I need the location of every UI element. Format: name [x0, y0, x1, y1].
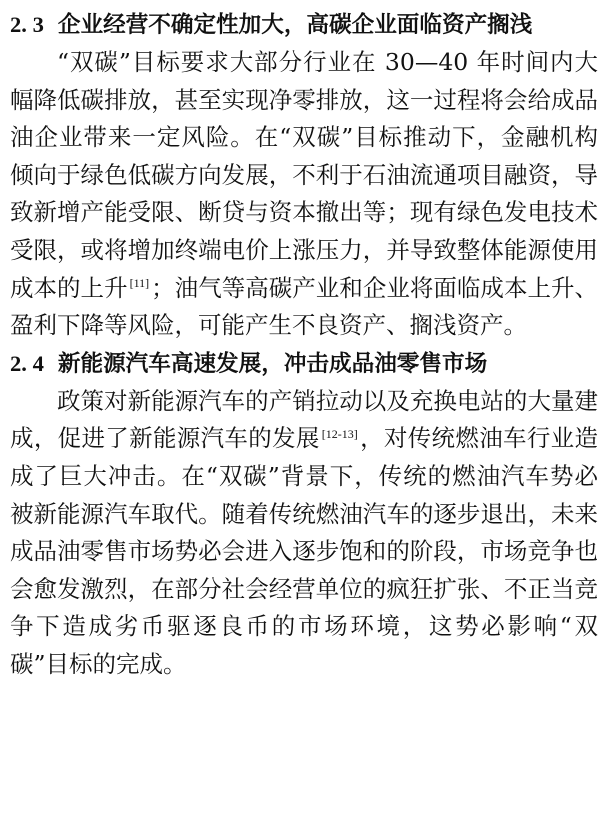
- citation-11[interactable]: [11]: [129, 275, 150, 290]
- section-2-3-paragraph: [10, 44, 598, 345]
- section-2-3-text-part1: “双碳”目标要求大部分行业在 30—40 年时间内大幅降低碳排放，甚至实现净零排放，这一过程将会给成品油企业带来一定风险。在“双碳”目标推动下，金融机构倾向于绿色低碳方向发展，不利于石油流通项目融资，导致新增产能受限、断贷与资本撤出等；现有绿色发电技术受限，或将增加终端电价上涨压力，并导致整体能源使用成本的上升: [10, 48, 598, 302]
- section-2-4-heading: [10, 345, 598, 383]
- section-2-4-paragraph: [10, 383, 598, 684]
- section-2-4-text-part2: ，对传统燃油车行业造成了巨大冲击。在“双碳”背景下，传统的燃油汽车势必被新能源汽车取代。随着传统燃油汽车的逐步退出，未来成品油零售市场势必会进入逐步饱和的阶段，市场竞争也会愈发激烈，在部分社会经营单位的疯狂扩张、不正当竞争下造成劣币驱逐良币的市场环境，这势必影响“双碳”目标的完成。: [10, 424, 599, 678]
- section-2-4-number: 2. 4: [10, 350, 44, 376]
- section-2-4-title: 新能源汽车高速发展，冲击成品油零售市场: [57, 350, 488, 377]
- section-2-3-title: 企业经营不确定性加大，高碳企业面临资产搁浅: [57, 12, 533, 38]
- citation-12-13[interactable]: [12-13]: [321, 426, 358, 441]
- section-2-4-text-part1: 政策对新能源汽车的产销拉动以及充换电站的大量建成，促进了新能源汽车的发展: [10, 386, 598, 453]
- section-2-3-text-part2: ；油气等高碳产业和企业将面临成本上升、盈利下降等风险，可能产生不良资产、搁浅资产。: [10, 273, 599, 340]
- document-page: [10, 6, 598, 684]
- section-2-3-heading: [10, 6, 598, 44]
- section-2-3-number: 2. 3: [10, 12, 44, 37]
